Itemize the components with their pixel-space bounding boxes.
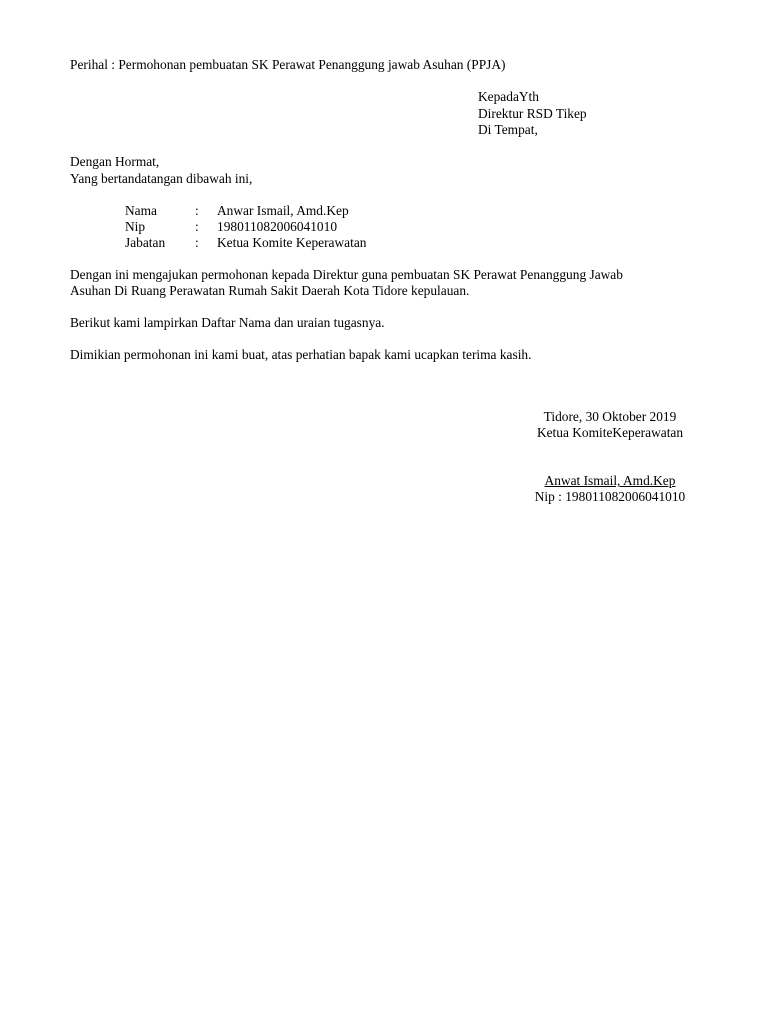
- place-date: Tidore, 30 Oktober 2019: [543, 409, 677, 425]
- body-line: Asuhan Di Ruang Perawatan Rumah Sakit Daerah Kota Tidore kepulauan.: [70, 283, 470, 298]
- body-line: Dengan ini mengajukan permohonan kepada Direktur guna pembuatan SK Perawat Penanggung Jawab: [70, 267, 623, 282]
- body-paragraph-3: Dimikian permohonan ini kami buat, atas perhatian bapak kami ucapkan terima kasih.: [70, 347, 532, 362]
- intro-line: Yang bertandatangan dibawah ini,: [70, 171, 253, 186]
- signer-name: Anwat Ismail, Amd.Kep: [544, 473, 676, 489]
- field-value: Anwar Ismail, Amd.Kep: [217, 203, 349, 218]
- subject-line: Perihal : Permohonan pembuatan SK Perawat Penanggung jawab Asuhan (PPJA): [70, 57, 506, 72]
- recipient-line-1: KepadaYth: [478, 89, 539, 104]
- field-value: 198011082006041010: [217, 219, 338, 234]
- field-label: Nama: [125, 203, 157, 218]
- signer-name-line: [470, 473, 750, 489]
- field-separator: :: [195, 219, 199, 234]
- field-separator: :: [195, 203, 199, 218]
- field-label: Jabatan: [125, 235, 166, 250]
- field-value: Ketua Komite Keperawatan: [217, 235, 367, 250]
- field-label: Nip: [125, 219, 146, 234]
- body-paragraph-2: Berikut kami lampirkan Daftar Nama dan uraian tugasnya.: [70, 315, 385, 330]
- salutation: Dengan Hormat,: [70, 154, 160, 169]
- signer-position: Ketua KomiteKeperawatan: [536, 425, 684, 441]
- signer-nip: Nip : 198011082006041010: [534, 489, 686, 505]
- recipient-line-2: Direktur RSD Tikep: [478, 106, 587, 121]
- recipient-line-3: Di Tempat,: [478, 122, 538, 137]
- field-separator: :: [195, 235, 199, 250]
